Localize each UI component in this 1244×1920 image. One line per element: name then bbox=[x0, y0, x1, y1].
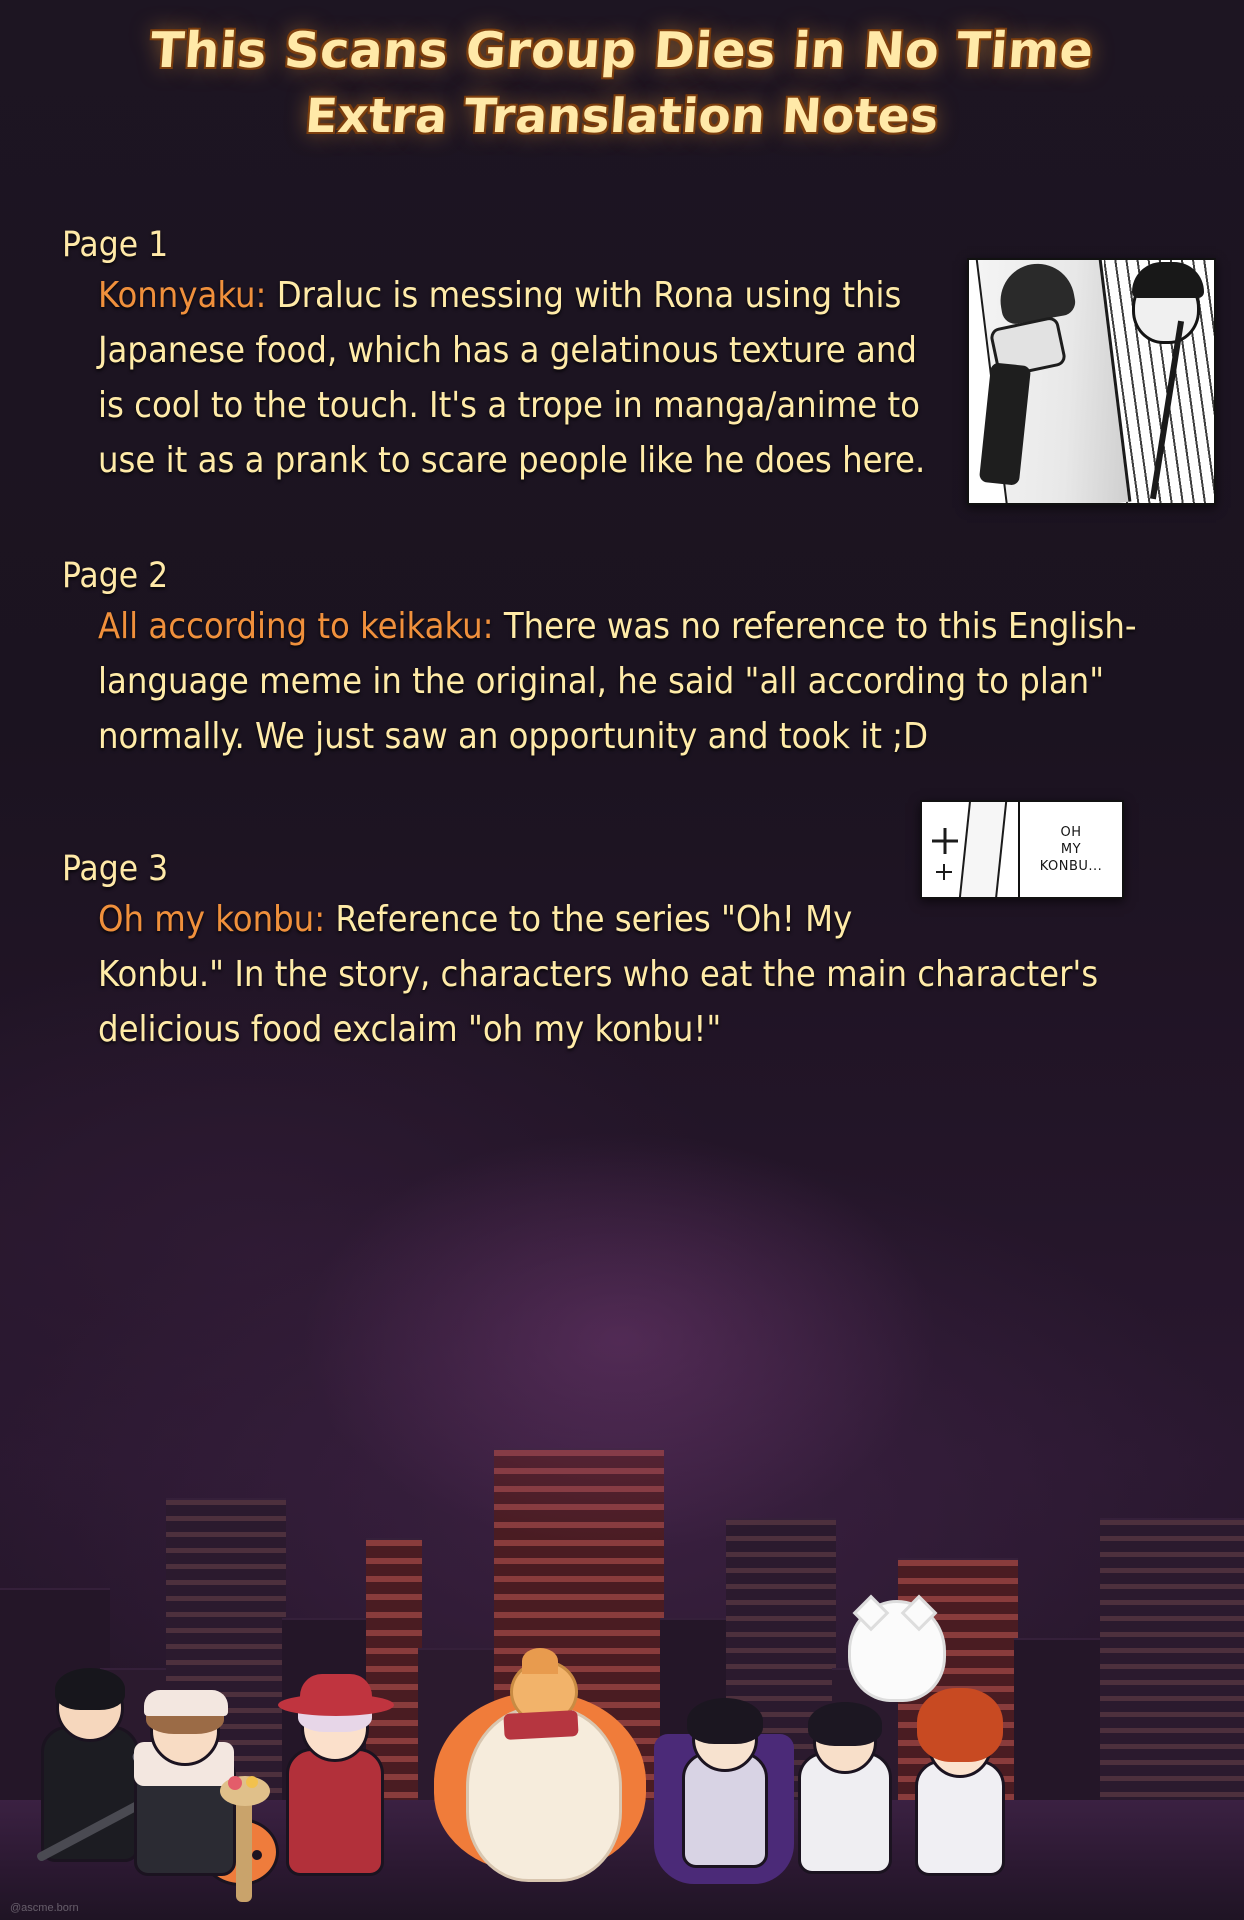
note-body-3: Reference to the series "Oh! My Konbu." In the story, characters who eat the main character's delicious food exclaim "oh my konbu!" bbox=[98, 899, 1099, 1050]
character-lineup-art bbox=[0, 1500, 1244, 1920]
note-text-3 bbox=[0, 892, 1244, 1057]
artist-credit: @ascme.born bbox=[10, 1902, 79, 1914]
character-white-cat bbox=[840, 1560, 950, 1710]
page-label-1: Page 1 bbox=[62, 225, 169, 265]
prop-flower-staff bbox=[212, 1772, 282, 1902]
note-body-1: Draluc is messing with Rona using this Japanese food, which has a gelatinous texture and is cool to the touch. It's a trope in manga/anime to use it as a prank to scare people like he does here. bbox=[98, 275, 926, 481]
page-label-2: Page 2 bbox=[62, 556, 169, 596]
note-section-page-3 bbox=[0, 788, 1244, 1057]
notes-content bbox=[0, 222, 1244, 1057]
note-term-1: Konnyaku: bbox=[98, 275, 267, 316]
title-line-1: This Scans Group Dies in No Time bbox=[148, 22, 1096, 79]
manga-panel-konnyaku bbox=[967, 258, 1216, 505]
note-text-2 bbox=[0, 599, 1244, 764]
panel-dialogue-text: OH MY KONBU... bbox=[1039, 825, 1103, 874]
page-title bbox=[0, 18, 1244, 150]
character-fluffy-creature bbox=[430, 1602, 650, 1902]
note-section-page-2 bbox=[0, 553, 1244, 764]
note-term-3: Oh my konbu: bbox=[98, 899, 326, 940]
character-red-hat-girl bbox=[260, 1652, 410, 1902]
note-term-2: All according to keikaku: bbox=[98, 606, 494, 647]
note-section-page-1 bbox=[0, 222, 1244, 488]
manga-panel-oh-my-konbu bbox=[920, 800, 1124, 899]
title-line-2: Extra Translation Notes bbox=[303, 89, 941, 144]
note-body-2: There was no reference to this English-language meme in the original, he said "all according to plan" normally. We just saw an opportunity and took it ;D bbox=[98, 606, 1137, 757]
page-label-3: Page 3 bbox=[62, 849, 169, 889]
